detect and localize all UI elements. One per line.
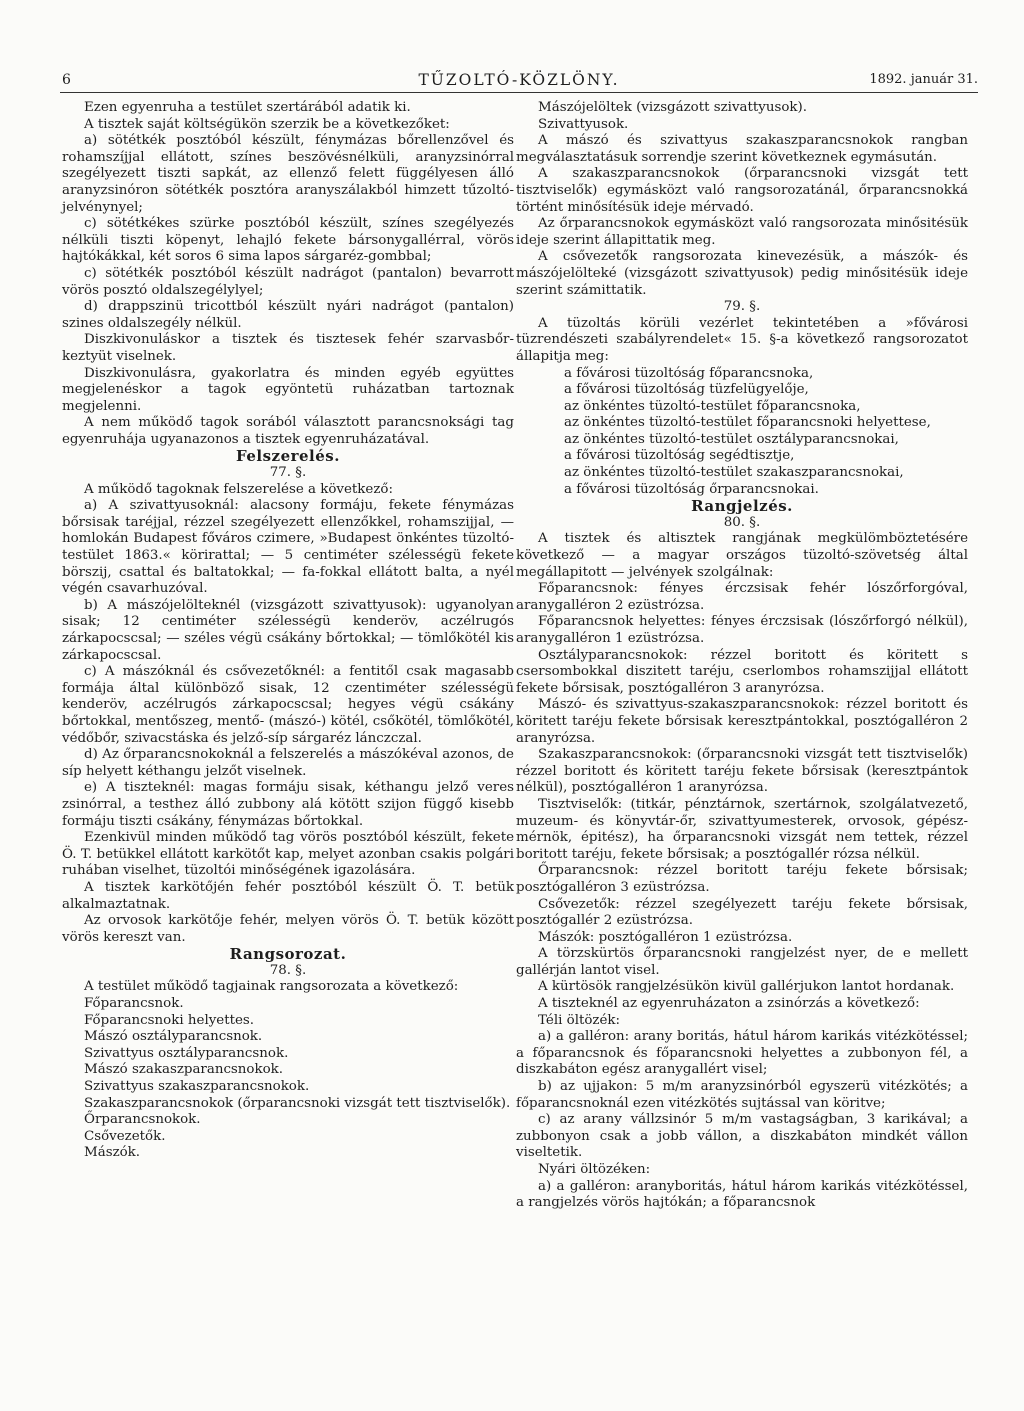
paragraph: A kürtösök rangjelzésükön kivül gallérjukon lantot hordanak. — [538, 979, 955, 995]
paragraph-number: 78. §. — [269, 962, 307, 978]
paragraph: A törzskürtös őrparancsnoki rangjelzést nyer, de e mellett gallérján lantot visel. — [516, 946, 968, 978]
paragraph: e) A tiszteknél: magas formáju sisak, kéthangu jelző veres zsinórral, a testhez álló zubbony alá kötött szijon függő kisebb formáju tiszti csákány, fénymázas bőrtokkal. — [62, 780, 514, 829]
paragraph: Csővezetők: rézzel szegélyezett taréju fekete bőrsisak, posztógallér 2 ezüstrózsa. — [516, 896, 968, 929]
paragraph: Őrparancsnokok. — [84, 1112, 201, 1128]
paragraph: a) a galléron: aranyboritás, hátul három karikás vitézkötéssel, a rangjelzés vörös hajtókán; a főparancsnok — [516, 1178, 968, 1211]
paragraph: d) drappszinü tricottból készült nyári nadrágot (pantalon) szines oldalszegély nélkül. — [62, 299, 514, 331]
paragraph: Nyári öltözéken: — [538, 1162, 651, 1177]
paragraph: Szivattyus osztályparancsnok. — [84, 1045, 289, 1061]
list-item: a fővárosi tüzoltóság segédtisztje, — [564, 448, 795, 464]
paragraph: Az őrparancsnokok egymásközt való rangsorozata minősitésük ideje szerint állapittatik meg. — [516, 216, 968, 248]
paragraph: Mászó szakaszparancsnokok. — [84, 1062, 284, 1078]
paragraph-number: 77. §. — [269, 465, 307, 481]
paragraph: c) sötétkék posztóból készült nadrágot (pantalon) bevarrott vörös posztó oldalszegélylyel; — [62, 265, 514, 298]
paragraph: Főparancsnoki helyettes. — [84, 1012, 255, 1028]
list-item: az önkéntes tüzoltó-testület osztályparancsnokai, — [564, 431, 899, 447]
paragraph: Osztályparancsnokok: rézzel boritott és köritett s csersombokkal diszitett taréju, cserlombos rohamszijjal ellátott fekete bőrsisak, posztógalléron 3 aranyrózsa. — [516, 647, 968, 696]
paragraph: Szakaszparancsnokok (őrparancsnoki vizsgát tett tisztviselők). — [84, 1095, 511, 1111]
paragraph: Szivattyusok. — [538, 116, 629, 132]
paragraph: A működő tagoknak felszerelése a következő: — [84, 481, 393, 497]
paragraph: Mászó- és szivattyus-szakaszparancsnokok: rézzel boritott és köritett taréju fekete bőrsisak keresztpántokkal, posztógalléron 2 aranyrózsa. — [516, 697, 968, 746]
paragraph: Mászó osztályparancsnok. — [84, 1029, 263, 1045]
paragraph: c) A mászóknál és csővezetőknél: a fentitől csak magasabb formája által különböző sisak, 12 czentiméter szélességü kenderöv, aczélrugós zárkapocscsal; hegyes végü csákány bőrtokkal, mentőszeg, mentő- (mászó-) kötél, csőkötél, tömlőkötél, védőbőr, szivacstáska és jelző-síp sárgaréz lánczczal. — [62, 664, 514, 746]
page-header — [60, 72, 978, 93]
paragraph: Főparancsnok. — [84, 996, 184, 1012]
paragraph: Téli öltözék: — [538, 1012, 621, 1028]
paragraph: Az orvosok karkötője fehér, melyen vörös Ö. T. betük között vörös kereszt van. — [62, 913, 514, 945]
paragraph: A tüzoltás körüli vezérlet tekintetében a »fővárosi tüzrendészeti szabályrendelet« 15. §-a következő rangsorozatot állapitja meg: — [516, 315, 968, 364]
paragraph: Diszkivonulásra, gyakorlatra és minden egyéb együttes megjelenéskor a tagok egyöntetü ruházatban tartoznak megjelenni. — [62, 365, 514, 414]
list-item: az önkéntes tüzoltó-testület szakaszparancsnokai, — [564, 465, 904, 481]
paragraph: b) az ujjakon: 5 m/m aranyzsinórból egyszerü vitézkötés; a főparancsnoknál ezen vitézkötés sujtással van köritve; — [516, 1079, 968, 1111]
paragraph: A nem működő tagok sorából választott parancsnoksági tag egyenruhája ugyanazonos a tisztek egyenruházatával. — [62, 415, 514, 447]
paragraph: A tisztek karkötőjén fehér posztóból készült Ö. T. betük alkalmaztatnak. — [62, 879, 514, 912]
paragraph: A csővezetők rangsorozata kinevezésük, a mászók- és mászójelölteké (vizsgázott szivattyusok) pedig minősitésük ideje szerint számittatik. — [516, 249, 968, 298]
paragraph: Mászók: posztógalléron 1 ezüstrózsa. — [538, 929, 793, 945]
section-heading: Rangjelzés. — [691, 497, 793, 516]
paragraph: Őrparancsnok: rézzel boritott taréju fekete bőrsisak; posztógalléron 3 ezüstrózsa. — [516, 863, 968, 895]
paragraph: a) a galléron: arany boritás, hátul három karikás vitézkötéssel; a főparancsnok és főparancsnoki helyettes a zubbonyon fél, a diszkabáton egész aranygallért visel; — [516, 1029, 968, 1078]
paragraph: Ezen egyenruha a testület szertárából adatik ki. — [84, 100, 411, 115]
issue-date: 1892. január 31. — [869, 72, 978, 87]
paragraph: Szakaszparancsnokok: (őrparancsnoki vizsgát tett tisztviselők) rézzel boritott és köritett taréju fekete bőrsisak (keresztpántok nélkül), posztógalléron 1 aranyrózsa. — [516, 747, 968, 796]
paragraph: Ezenkivül minden működő tag vörös posztóból készült, fekete Ö. T. betükkel ellátott karkötőt kap, melyet azonban csakis polgári ruhában viselhet, tüzoltói minőségének igazolására. — [62, 830, 514, 879]
paragraph: c) sötétkékes szürke posztóból készült, színes szegélyezés nélküli tiszti köpenyt, lehajló fekete bársonygallérral, vörös hajtókákkal, két soros 6 sima lapos sárgaréz-gombbal; — [62, 216, 514, 265]
paragraph: A testület működő tagjainak rangsorozata a következő: — [84, 979, 459, 995]
paragraph: A tisztek és altisztek rangjának megkülömböztetésére következő — a magyar országos tüzoltó-szövetség által megállapitott — jelvények szolgálnak: — [516, 531, 968, 580]
paragraph: A mászó és szivattyus szakaszparancsnokok rangban megválasztatásuk sorrendje szerint következnek egymásután. — [516, 133, 968, 165]
paragraph: c) az arany vállzsinór 5 m/m vastagságban, 3 karikával; a zubbonyon csak a jobb vállon, a diszkabáton mindkét vállon viseltetik. — [516, 1112, 968, 1161]
right-column — [516, 100, 968, 1212]
paragraph-number: 79. §. — [723, 299, 761, 315]
paragraph: Főparancsnok helyettes: fényes érczsisak (lószőrforgó nélkül), aranygalléron 1 ezüstrózsa. — [516, 614, 968, 646]
paragraph: Mászójelöltek (vizsgázott szivattyusok). — [538, 100, 807, 115]
list-item: az önkéntes tüzoltó-testület főparancsnoka, — [564, 398, 861, 414]
paragraph: Diszkivonuláskor a tisztek és tisztesek fehér szarvasbőr-keztyüt viselnek. — [62, 332, 514, 364]
paragraph: b) A mászójelölteknél (vizsgázott szivattyusok): ugyanolyan sisak; 12 centiméter szélességü kenderöv, aczélrugós zárkapocscsal; — széles végü csákány bőrtokkal; — tömlőkötél kis zárkapocscsal. — [62, 597, 514, 663]
paragraph: a) sötétkék posztóból készült, fénymázas bőrellenzővel és rohamszíjjal ellátott, színes beszövésnélküli, aranyzsinórral szegélyezett tiszti sapkát, az ellenző felett függélyesen álló aranyzsinóron sötétkék posztóra aranyszálakból himzett tűzoltó-jelvénynyel; — [62, 133, 514, 215]
section-heading: Felszerelés. — [236, 447, 340, 466]
paragraph: Tisztviselők: (titkár, pénztárnok, szertárnok, szolgálatvezető, muzeum- és könyvtár-őr, szivattyumesterek, orvosok, gépész-mérnök, épitész), ha őrparancsnoki vizsgát nem tettek, rézzel boritott taréju, fekete bőrsisak; a posztógallér rózsa nélkül. — [516, 796, 968, 862]
paragraph: A tisztek saját költségükön szerzik be a következőket: — [84, 116, 450, 132]
page-number: 6 — [62, 72, 71, 88]
publication-title: TŰZOLTÓ-KÖZLÖNY. — [418, 71, 620, 89]
paragraph: d) Az őrparancsnokoknál a felszerelés a mászókéval azonos, de síp helyett kéthangu jelzőt viselnek. — [62, 747, 514, 779]
paragraph: Szivattyus szakaszparancsnokok. — [84, 1079, 310, 1095]
paragraph: Csővezetők. — [84, 1128, 166, 1144]
paragraph: Mászók. — [84, 1145, 141, 1161]
paragraph-number: 80. §. — [723, 514, 761, 530]
paragraph: A szakaszparancsnokok (őrparancsnoki vizsgát tett tisztviselők) egymásközt való rangsorozatánál, őrparancsnokká történt minősítésük ideje mérvadó. — [516, 166, 968, 215]
paragraph: A tiszteknél az egyenruházaton a zsinórzás a következő: — [538, 996, 920, 1012]
paragraph: Főparancsnok: fényes érczsisak fehér lószőrforgóval, aranygalléron 2 ezüstrózsa. — [516, 581, 968, 613]
paragraph: a) A szivattyusoknál: alacsony formáju, fekete fénymázas bőrsisak taréjjal, rézzel szegélyezett ellenzőkkel, rohamszijjal, — homlokán Budapest főváros czimere, »Budapest önkéntes tüzoltó-testület 1863.« körirattal; — 5 centiméter szélességü fekete börszij, csattal és baltatokkal; — fa-fokkal ellátott balta, a nyél végén csavarhuzóval. — [62, 498, 514, 597]
list-item: a fővárosi tüzoltóság őrparancsnokai. — [564, 481, 819, 497]
left-column — [62, 100, 514, 1162]
list-item: az önkéntes tüzoltó-testület főparancsnoki helyettese, — [564, 415, 931, 431]
list-item: a fővárosi tüzoltóság tüzfelügyelője, — [564, 382, 809, 398]
list-item: a fővárosi tüzoltóság főparancsnoka, — [564, 365, 814, 381]
section-heading: Rangsorozat. — [229, 945, 347, 964]
